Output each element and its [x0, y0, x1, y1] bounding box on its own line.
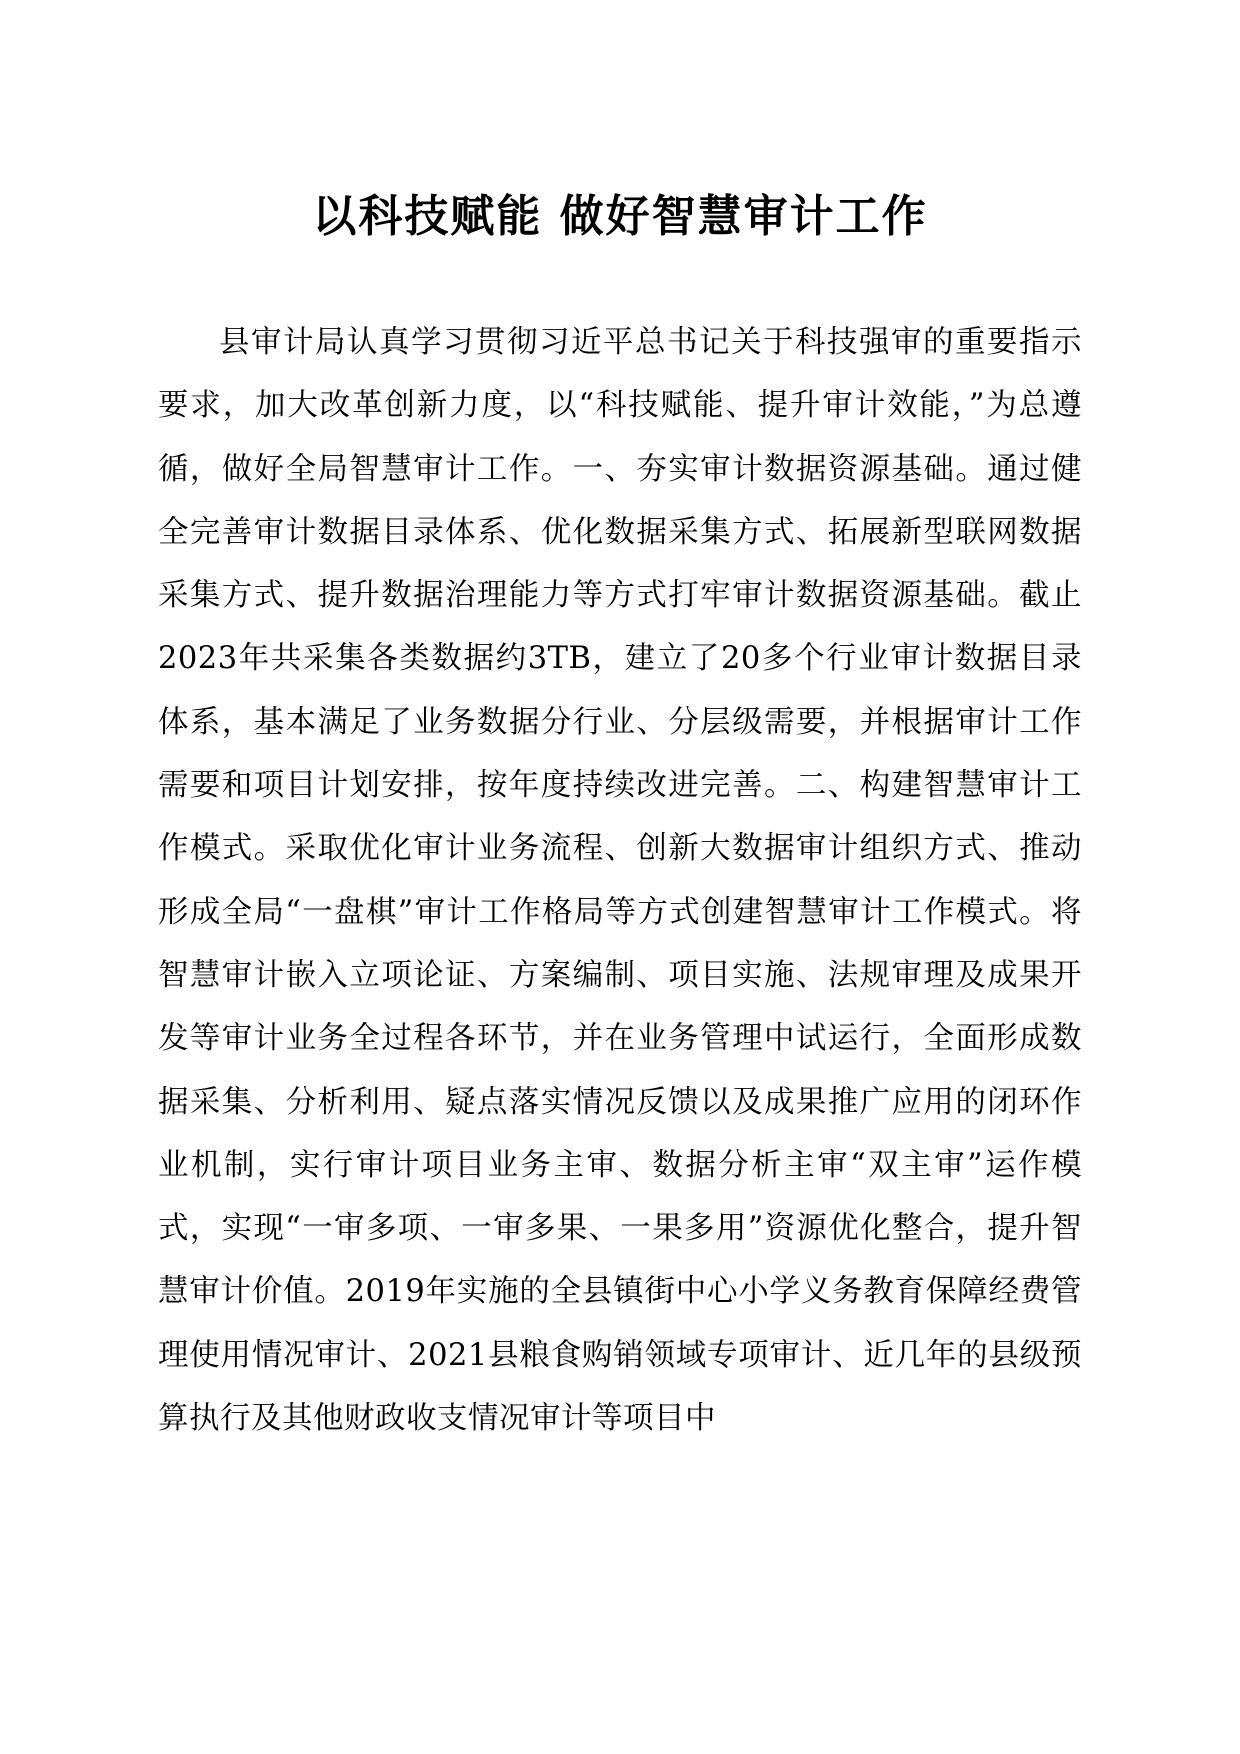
document-body-paragraph: 县审计局认真学习贯彻习近平总书记关于科技强审的重要指示要求，加大改革创新力度，以“科技赋能、提升审计效能，”为总遵循，做好全局智慧审计工作。一、夯实审计数据资源基础。通过健全完善审计数据目录体系、优化数据采集方式、拓展新型联网数据采集方式、提升数据治理能力等方式打牢审计数据资源基础。截止2023年共采集各类数据约3TB，建立了20多个行业审计数据目录体系，基本满足了业务数据分行业、分层级需要，并根据审计工作需要和项目计划安排，按年度持续改进完善。二、构建智慧审计工作模式。采取优化审计业务流程、创新大数据审计组织方式、推动形成全局“一盘棋”审计工作格局等方式创建智慧审计工作模式。将智慧审计嵌入立项论证、方案编制、项目实施、法规审理及成果开发等审计业务全过程各环节，并在业务管理中试运行，全面形成数据采集、分析利用、疑点落实情况反馈以及成果推广应用的闭环作业机制，实行审计项目业务主审、数据分析主审“双主审”运作模式，实现“一审多项、一审多果、一果多用”资源优化整合，提升智慧审计价值。2019年实施的全县镇街中心小学义务教育保障经费管理使用情况审计、2021县粮食购销领域专项审计、近几年的县级预算执行及其他财政收支情况审计等项目中	[158, 325, 1082, 1437]
document-title: 以科技赋能 做好智慧审计工作	[312, 191, 928, 242]
